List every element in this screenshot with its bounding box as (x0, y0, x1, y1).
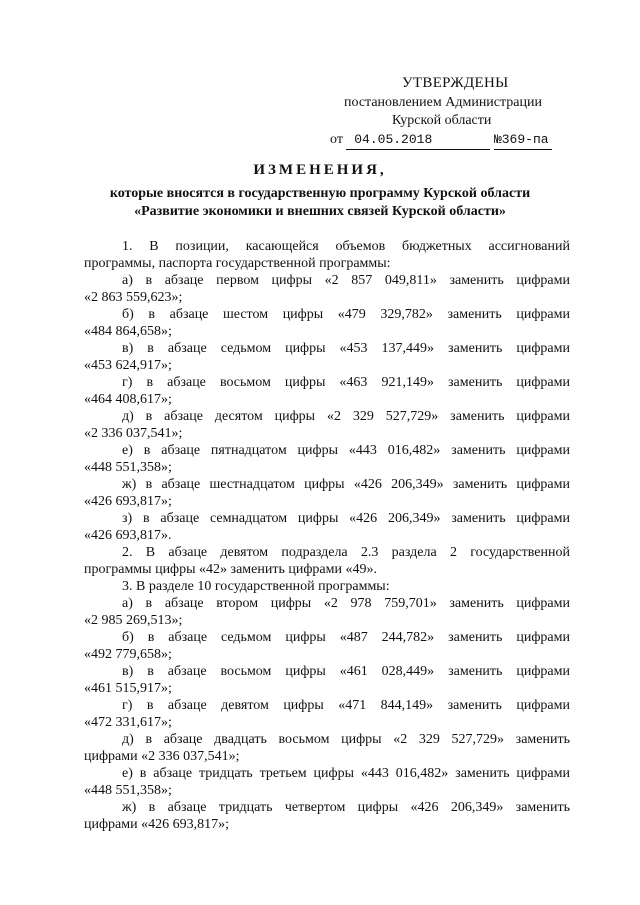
list-item-first-line: в) в абзаце седьмом цифры «453 137,449» заменить цифрами (122, 341, 570, 356)
list-item-first-line: е) в абзаце тридцать третьем цифры «443 016,482» заменить цифрами (122, 766, 570, 781)
list-item-continuation: «426 693,817». (84, 528, 172, 543)
section2-paragraph (84, 544, 570, 578)
list-item (84, 476, 570, 510)
list-item (84, 340, 570, 374)
list-item-continuation: цифрами «426 693,817»; (84, 817, 230, 832)
list-item (84, 306, 570, 340)
approval-line-resolution: постановлением Администрации (344, 95, 542, 110)
list-item (84, 731, 570, 765)
list-item (84, 442, 570, 476)
approval-date-value: 04.05.2018 (354, 132, 433, 147)
section2-first: 2. В абзаце девятом подраздела 2.3 раздела 2 государственной (122, 545, 570, 560)
list-item-first-line: а) в абзаце первом цифры «2 857 049,811» заменить цифрами (122, 273, 570, 288)
list-item-first-line: ж) в абзаце шестнадцатом цифры «426 206,349» заменить цифрами (122, 477, 570, 492)
approval-number: №369-па (494, 130, 552, 150)
list-item (84, 374, 570, 408)
list-item-first-line: г) в абзаце девятом цифры «471 844,149» заменить цифрами (122, 698, 570, 713)
list-item (84, 697, 570, 731)
document-body (84, 238, 570, 833)
list-item-first-line: в) в абзаце восьмом цифры «461 028,449» заменить цифрами (122, 664, 570, 679)
list-item-continuation: «484 864,658»; (84, 324, 172, 339)
list-item-first-line: а) в абзаце втором цифры «2 978 759,701» заменить цифрами (122, 596, 570, 611)
section1-intro-first: 1. В позиции, касающейся объемов бюджетных ассигнований (122, 239, 570, 254)
section3-intro: 3. В разделе 10 государственной программы: (122, 579, 390, 594)
list-item-continuation: «453 624,917»; (84, 358, 172, 373)
list-item-first-line: з) в абзаце семнадцатом цифры «426 206,349» заменить цифрами (122, 511, 570, 526)
list-item-first-line: б) в абзаце седьмом цифры «487 244,782» заменить цифрами (122, 630, 570, 645)
list-item-first-line: б) в абзаце шестом цифры «479 329,782» заменить цифрами (122, 307, 570, 322)
document-subtitle-2: «Развитие экономики и внешних связей Курской области» (134, 204, 506, 219)
section1-items (84, 272, 570, 544)
section3-items (84, 595, 570, 833)
list-item-continuation: «448 551,358»; (84, 783, 172, 798)
list-item-continuation: «448 551,358»; (84, 460, 172, 475)
list-item-first-line: д) в абзаце двадцать восьмом цифры «2 329 527,729» заменить (122, 732, 570, 747)
list-item-continuation: цифрами «2 336 037,541»; (84, 749, 240, 764)
list-item-first-line: е) в абзаце пятнадцатом цифры «443 016,482» заменить цифрами (122, 443, 570, 458)
list-item (84, 595, 570, 629)
approval-date-line (330, 130, 552, 150)
list-item (84, 765, 570, 799)
approval-date (346, 130, 490, 150)
document-subtitle-1: которые вносятся в государственную программу Курской области (109, 186, 531, 201)
list-item-continuation: «472 331,617»; (84, 715, 172, 730)
list-item-first-line: д) в абзаце десятом цифры «2 329 527,729» заменить цифрами (122, 409, 570, 424)
document-title: ИЗМЕНЕНИЯ, (253, 162, 387, 178)
section1-intro (84, 238, 570, 272)
list-item-first-line: г) в абзаце восьмом цифры «463 921,149» заменить цифрами (122, 375, 570, 390)
approval-heading: УТВЕРЖДЕНЫ (402, 75, 509, 91)
list-item-continuation: «2 863 559,623»; (84, 290, 183, 305)
list-item-continuation: «464 408,617»; (84, 392, 172, 407)
list-item (84, 663, 570, 697)
approval-line-region: Курской области (392, 113, 492, 128)
list-item-first-line: ж) в абзаце тридцать четвертом цифры «426 206,349» заменить (122, 800, 570, 815)
list-item (84, 408, 570, 442)
list-item (84, 272, 570, 306)
list-item-continuation: «461 515,917»; (84, 681, 172, 696)
date-prefix: от (330, 132, 343, 147)
list-item (84, 629, 570, 663)
list-item (84, 510, 570, 544)
list-item-continuation: «2 985 269,513»; (84, 613, 183, 628)
list-item-continuation: «2 336 037,541»; (84, 426, 183, 441)
list-item-continuation: «426 693,817»; (84, 494, 172, 509)
list-item (84, 799, 570, 833)
section1-intro-rest: программы, паспорта государственной программы: (84, 256, 391, 271)
section2-rest: программы цифры «42» заменить цифрами «49». (84, 562, 377, 577)
list-item-continuation: «492 779,658»; (84, 647, 172, 662)
